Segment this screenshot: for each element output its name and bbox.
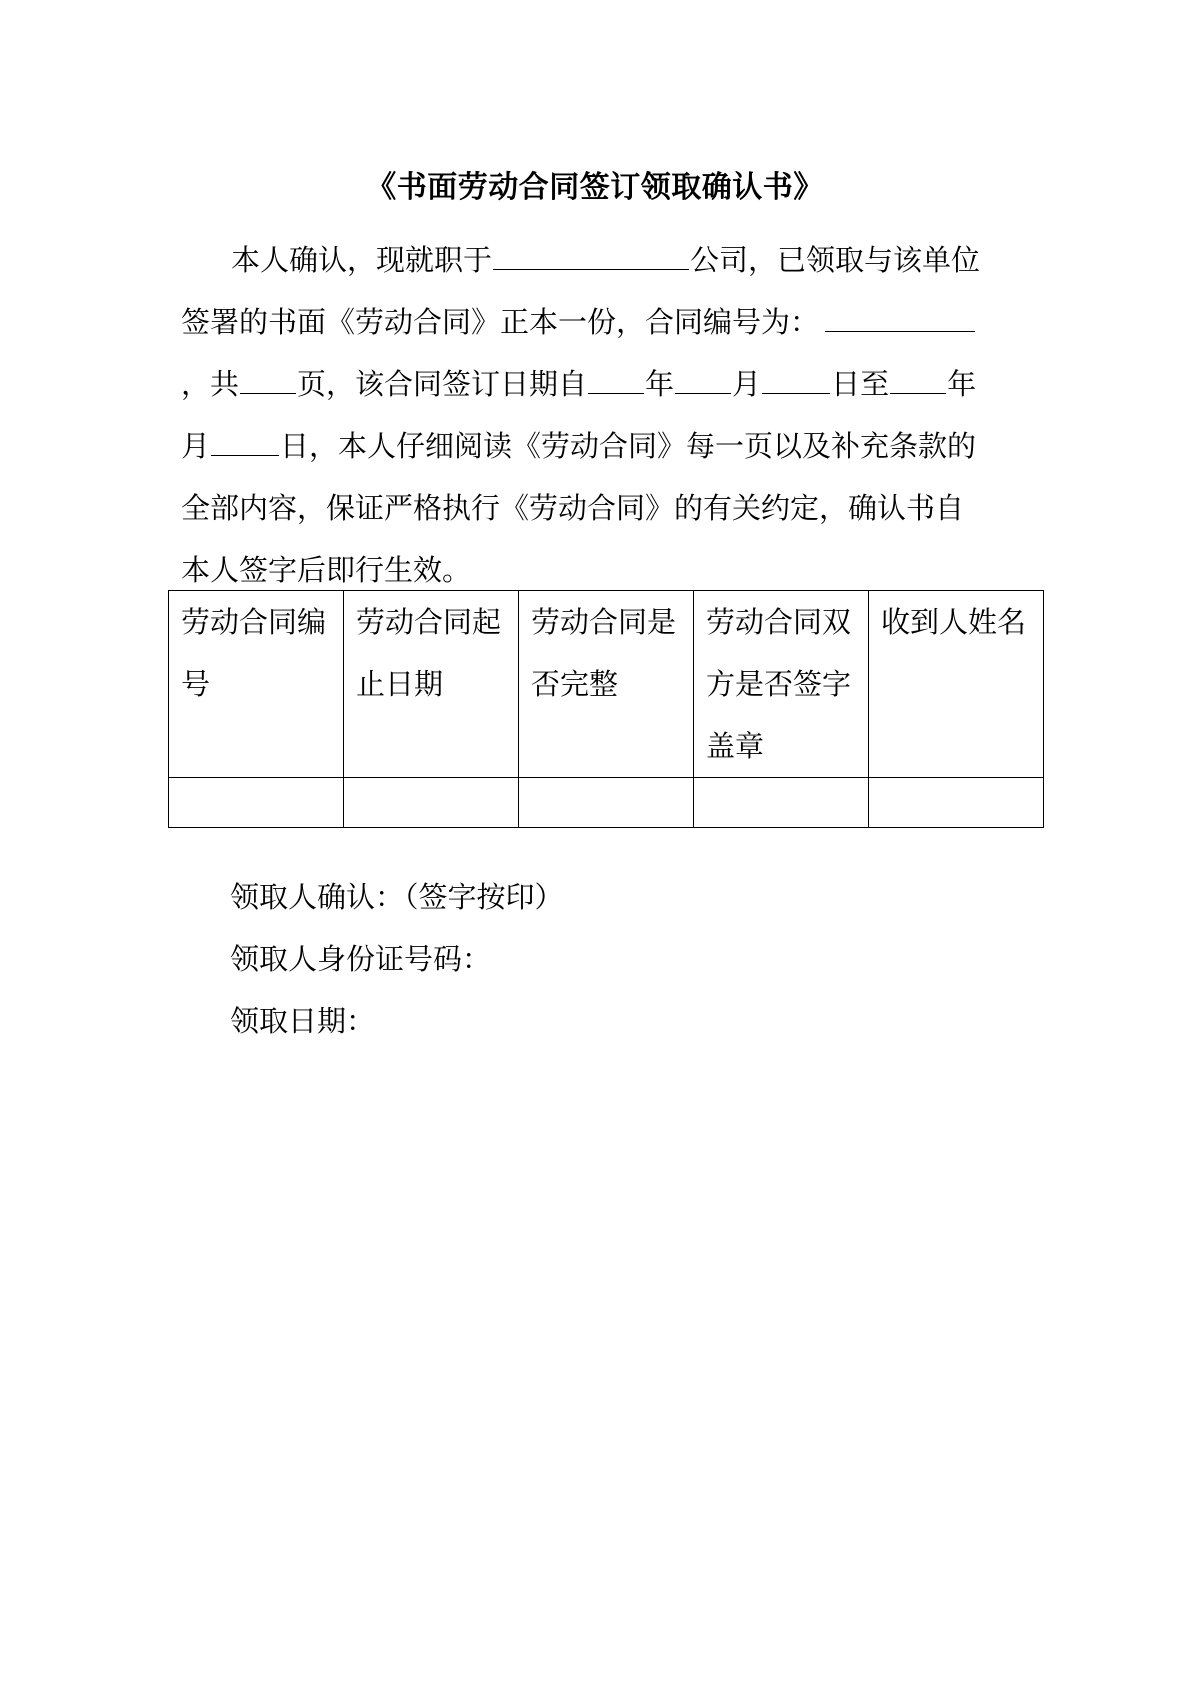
- receipt-date-line: 领取日期：: [230, 1004, 376, 1038]
- text-segment: 月: [181, 429, 211, 463]
- table-cell[interactable]: [169, 778, 344, 828]
- start-month-blank[interactable]: [675, 367, 731, 394]
- text-segment: 签署的书面《劳动合同》正本一份，合同编号为：: [181, 305, 820, 339]
- paragraph-line-1: [181, 229, 1011, 291]
- text-segment: 年: [645, 367, 675, 401]
- paragraph-line-4: [181, 415, 1011, 477]
- text-segment: 页，该合同签订日期自: [297, 367, 588, 401]
- table-cell[interactable]: [344, 778, 519, 828]
- text-segment: 月: [732, 367, 762, 401]
- table-header-row: [169, 591, 1044, 778]
- document-title: 《书面劳动合同签订领取确认书》: [366, 170, 824, 205]
- end-year-blank[interactable]: [890, 367, 946, 394]
- footer-block: [230, 866, 564, 1052]
- text-segment: 日至: [831, 367, 890, 401]
- text-segment: 年: [947, 367, 977, 401]
- text-segment: ，共: [181, 367, 240, 401]
- start-year-blank[interactable]: [588, 367, 644, 394]
- recipient-confirm-line: 领取人确认：（签字按印）: [230, 880, 564, 914]
- receipt-table: [168, 590, 1044, 828]
- paragraph-line-2: [181, 291, 1011, 353]
- recipient-id-line: 领取人身份证号码：: [230, 942, 492, 976]
- page-count-blank[interactable]: [240, 367, 296, 394]
- text-segment: 本人签字后即行生效。: [181, 553, 472, 587]
- header-signed-sealed: 劳动合同双方是否签字盖章: [694, 591, 869, 778]
- contract-number-blank[interactable]: [825, 305, 975, 332]
- text-segment: 日，本人仔细阅读《劳动合同》每一页以及补充条款的: [280, 429, 977, 463]
- text-segment: 公司，已领取与该单位: [690, 243, 981, 277]
- confirmation-paragraph: [181, 229, 1011, 601]
- text-segment: 全部内容，保证严格执行《劳动合同》的有关约定，确认书自: [181, 491, 965, 525]
- paragraph-line-5: [181, 477, 1011, 539]
- end-day-blank[interactable]: [211, 429, 279, 456]
- table-cell[interactable]: [694, 778, 869, 828]
- text-segment: 本人确认，现就职于: [231, 243, 493, 277]
- table-cell[interactable]: [869, 778, 1044, 828]
- header-recipient-name: 收到人姓名: [869, 591, 1044, 778]
- table-cell[interactable]: [519, 778, 694, 828]
- company-blank[interactable]: [493, 243, 689, 270]
- paragraph-line-3: [181, 353, 1011, 415]
- table-row: [169, 778, 1044, 828]
- header-contract-number: 劳动合同编号: [169, 591, 344, 778]
- start-day-blank[interactable]: [762, 367, 830, 394]
- header-contract-complete: 劳动合同是否完整: [519, 591, 694, 778]
- header-contract-dates: 劳动合同起止日期: [344, 591, 519, 778]
